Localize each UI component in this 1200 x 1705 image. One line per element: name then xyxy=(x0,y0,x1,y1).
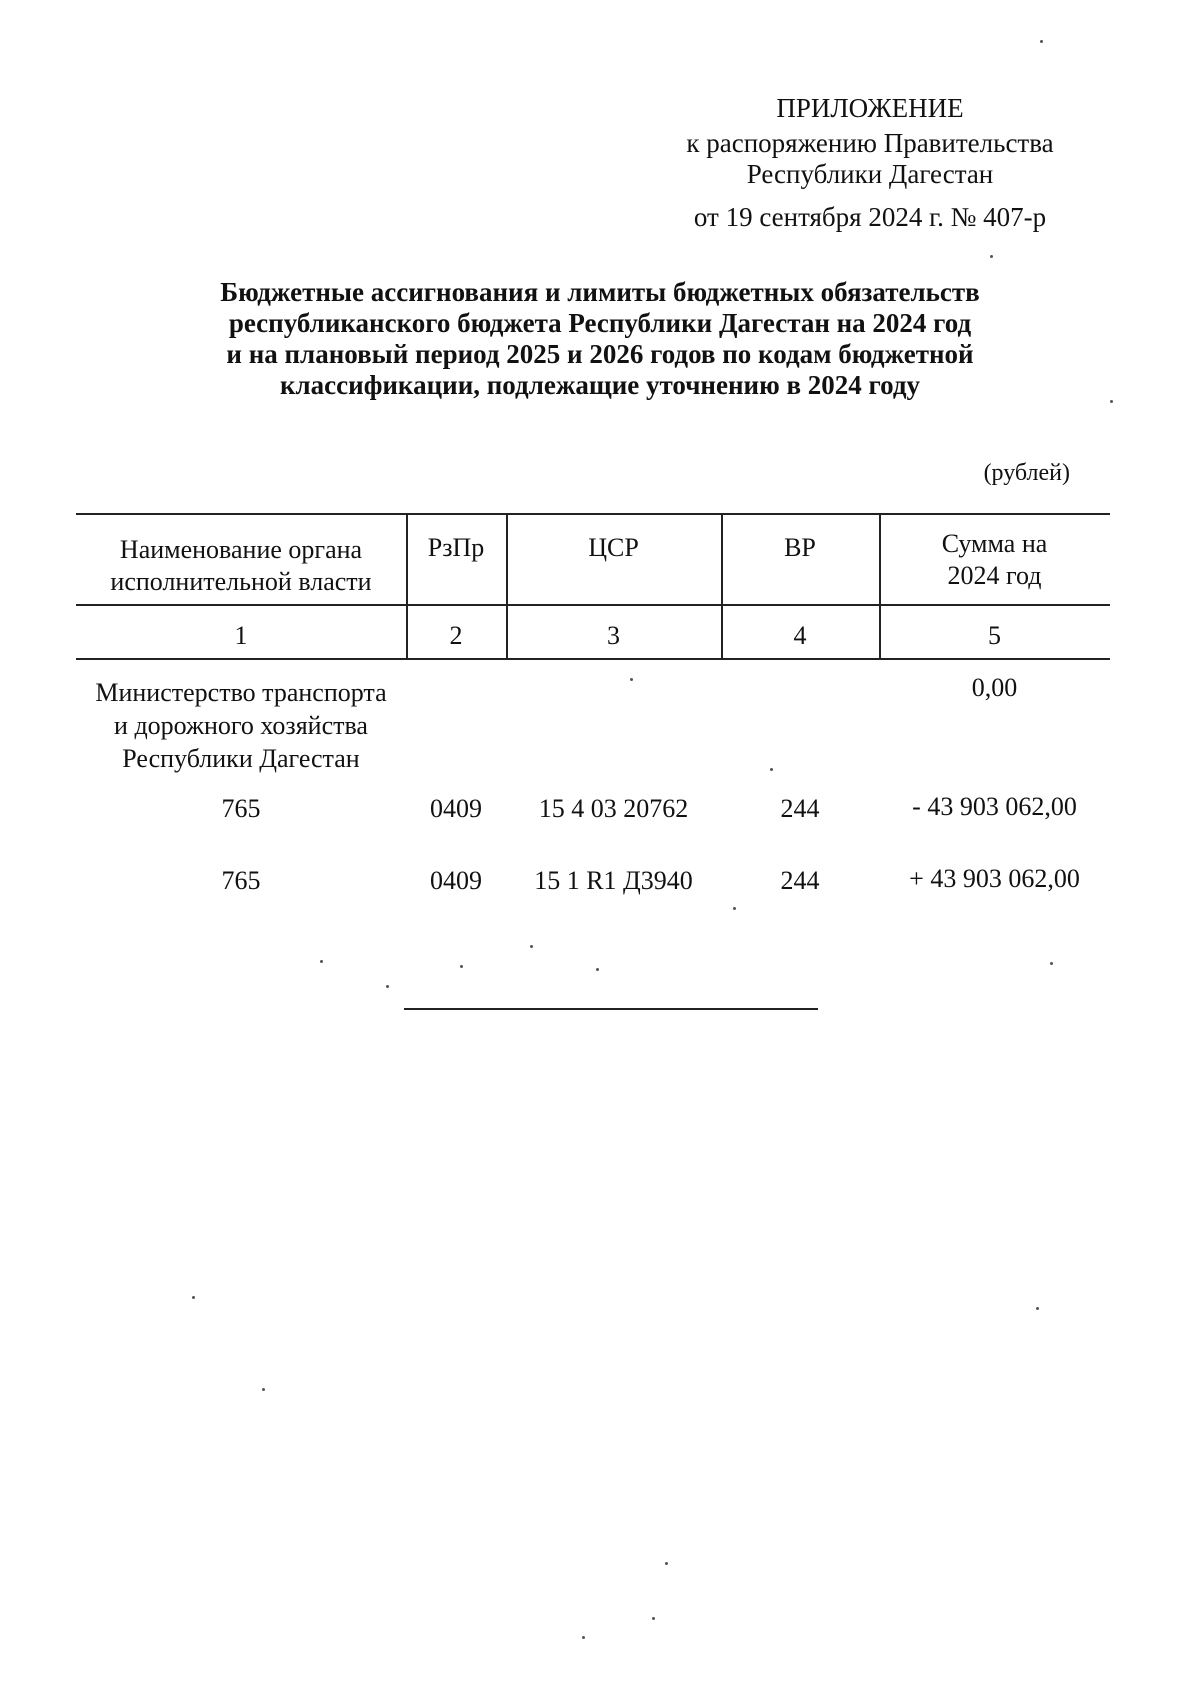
scan-speck xyxy=(582,1636,585,1639)
header-csr: ЦСР xyxy=(588,533,639,562)
appendix-reference-line: к распоряжению Правительства xyxy=(686,128,1054,158)
header-org-name-line: Наименование органа xyxy=(119,535,363,564)
row-amount: + 43 903 062,00 xyxy=(909,864,1080,893)
row-org-code: 765 xyxy=(221,866,261,895)
header-amount xyxy=(879,528,1110,592)
column-number: 4 xyxy=(793,621,807,650)
scan-speck xyxy=(530,945,533,948)
scan-speck xyxy=(386,985,389,988)
row-vr: 244 xyxy=(780,866,820,895)
row-csr: 15 4 03 20762 xyxy=(538,794,689,823)
scan-speck xyxy=(652,1617,655,1620)
ministry-name-line: Республики Дагестан xyxy=(122,744,360,773)
ministry-name-line: и дорожного хозяйства xyxy=(114,711,368,740)
row-rzpr: 0409 xyxy=(430,866,482,895)
column-number: 5 xyxy=(988,621,1001,650)
units-label: (рублей) xyxy=(983,460,1070,486)
table-numbers-divider xyxy=(76,658,1110,660)
scan-speck xyxy=(1110,400,1113,403)
document-title xyxy=(120,277,1080,401)
table-top-border xyxy=(76,513,1110,515)
scan-speck xyxy=(1050,962,1053,965)
scan-speck xyxy=(320,960,323,963)
row-csr: 15 1 R1 Д3940 xyxy=(534,866,693,895)
scan-speck xyxy=(596,968,599,971)
header-rzpr: РзПр xyxy=(427,533,485,562)
scan-speck xyxy=(1040,40,1043,43)
document-title-line: и на плановый период 2025 и 2026 годов по кодам бюджетной xyxy=(226,339,974,369)
ministry-amount: 0,00 xyxy=(971,673,1018,702)
appendix-date-line: от 19 сентября 2024 г. № 407-р xyxy=(693,202,1047,232)
row-vr: 244 xyxy=(780,794,820,823)
scan-speck xyxy=(665,1562,668,1565)
scan-speck xyxy=(192,1296,195,1299)
column-number: 1 xyxy=(234,621,248,650)
scan-speck xyxy=(262,1388,265,1391)
header-amount-line: Сумма на xyxy=(941,529,1048,558)
row-amount: - 43 903 062,00 xyxy=(912,792,1077,821)
document-title-line: Бюджетные ассигнования и лимиты бюджетных обязательств xyxy=(220,277,980,307)
document-title-line: классификации, подлежащие уточнению в 2024 году xyxy=(279,370,921,400)
appendix-government-line: Республики Дагестан xyxy=(746,159,994,189)
document-title-line: республиканского бюджета Республики Дагестан на 2024 год xyxy=(228,308,972,338)
ministry-name xyxy=(76,676,406,775)
column-number: 2 xyxy=(449,621,463,650)
appendix-title: ПРИЛОЖЕНИЕ xyxy=(776,93,964,123)
closing-line xyxy=(404,1008,818,1010)
row-rzpr: 0409 xyxy=(430,794,482,823)
ministry-name-line: Министерство транспорта xyxy=(95,678,387,707)
column-number: 3 xyxy=(607,621,620,650)
row-org-code: 765 xyxy=(221,794,261,823)
scan-speck xyxy=(770,768,773,771)
scan-speck xyxy=(460,965,463,968)
scan-speck xyxy=(1036,1307,1039,1310)
table-header-divider xyxy=(76,604,1110,606)
scan-speck xyxy=(733,907,736,910)
scan-speck xyxy=(630,678,633,681)
header-org-name xyxy=(76,534,406,598)
header-vr: ВР xyxy=(784,533,816,562)
header-org-name-line: исполнительной власти xyxy=(110,567,372,596)
scan-speck xyxy=(990,255,993,258)
header-amount-line: 2024 год xyxy=(947,561,1042,590)
